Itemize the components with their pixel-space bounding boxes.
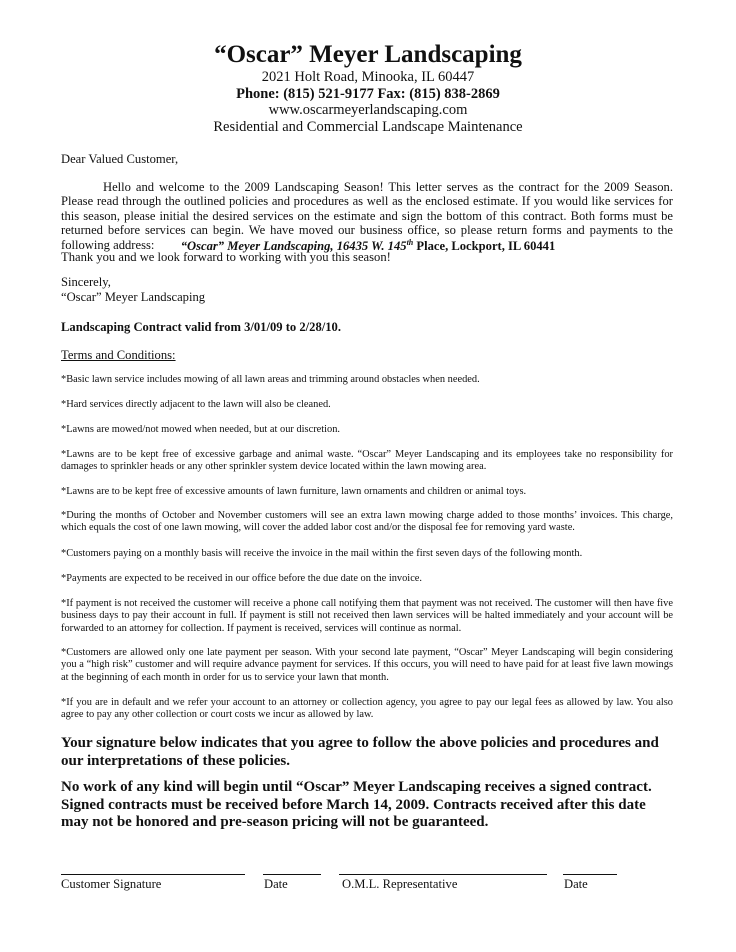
representative-label: O.M.L. Representative — [342, 877, 458, 891]
closing: Sincerely, — [61, 275, 111, 289]
contract-deadline-notice: No work of any kind will begin until “Oscar” Meyer Landscaping receives a signed contract. Signed contracts must be received before March 14, 2009. Contracts received after this date may not be honored and pre-season pricing will not be guaranteed. — [61, 779, 652, 831]
new-address-main: “Oscar” Meyer Landscaping, 16435 W. 145 — [180, 239, 407, 254]
term-item: *During the months of October and November customers will see an extra lawn mowing charge added to those months’ invoices. This charge, which equals the cost of one lawn mowing, will cover the added labor cost and/or the disposal fee for removing yard waste. — [61, 510, 673, 534]
customer-signature-label: Customer Signature — [61, 877, 162, 891]
term-item: *Customers are allowed only one late payment per season. With your second late payment, “Oscar” Meyer Landscaping will begin considering you a “high risk” customer and will require advance payment for services. If this occurs, you will need to have paid for at least five lawn mowings at the beginning of each month in order for us to service your lawn that month. — [61, 647, 673, 683]
term-item: *Lawns are mowed/not mowed when needed, but at our discretion. — [61, 424, 341, 435]
signature-agreement-statement: Your signature below indicates that you agree to follow the above policies and procedures and our interpretations of these policies. — [61, 735, 659, 769]
term-item: *Hard services directly adjacent to the lawn will also be cleaned. — [61, 399, 331, 410]
company-tagline: Residential and Commercial Landscape Maintenance — [213, 119, 523, 135]
representative-signature-line[interactable] — [339, 874, 547, 875]
terms-heading: Terms and Conditions: — [61, 348, 176, 362]
customer-date-label: Date — [264, 877, 288, 891]
company-name: “Oscar” Meyer Landscaping — [214, 41, 522, 68]
customer-signature-line[interactable] — [61, 874, 245, 875]
term-item: *Basic lawn service includes mowing of all lawn areas and trimming around obstacles when needed. — [61, 374, 480, 385]
intro-paragraph: Hello and welcome to the 2009 Landscaping Season! This letter serves as the contract for the 2009 Season. Please read through the outlined policies and procedures as well as the enclosed estimate. If you would like services for this season, please initial the desired services on the estimate and sign the bottom of this contract. Both forms must be returned before services can begin. We have moved our business office, so please return forms and payments to the following address: — [61, 180, 673, 252]
representative-date-line[interactable] — [563, 874, 617, 875]
salutation: Dear Valued Customer, — [61, 152, 179, 166]
company-address: 2021 Holt Road, Minooka, IL 60447 — [261, 69, 475, 85]
contract-validity: Landscaping Contract valid from 3/01/09 to 2/28/10. — [61, 320, 341, 334]
company-website: www.oscarmeyerlandscaping.com — [268, 102, 468, 118]
customer-date-line[interactable] — [263, 874, 321, 875]
signoff: “Oscar” Meyer Landscaping — [61, 290, 206, 304]
term-item: *If you are in default and we refer your account to an attorney or collection agency, you agree to pay our legal fees as allowed by law. You also agree to pay any other collection or court costs we incur as allowed by law. — [61, 697, 673, 721]
thank-you-line: Thank you and we look forward to working with you this season! — [61, 250, 391, 264]
new-address-rest: Place, Lockport, IL 60441 — [413, 239, 556, 254]
representative-date-label: Date — [564, 877, 588, 891]
term-item: *If payment is not received the customer will receive a phone call notifying them that payment was not received. The customer will then have five business days to pay their account in full. If payment is still not received then lawn services will be halted immediately and your account will be forwarded to an attorney for collection. If payment is received, services will continue as normal. — [61, 598, 673, 634]
term-item: *Payments are expected to be received in our office before the due date on the invoice. — [61, 573, 423, 584]
new-address-suffix: th — [406, 238, 414, 247]
term-item: *Customers paying on a monthly basis will receive the invoice in the mail within the first seven days of the following month. — [61, 548, 583, 559]
term-item: *Lawns are to be kept free of excessive amounts of lawn furniture, lawn ornaments and children or animal toys. — [61, 486, 527, 497]
term-item: *Lawns are to be kept free of excessive garbage and animal waste. “Oscar” Meyer Landscaping and its employees take no responsibility for damages to sprinkler heads or any other sprinkler system device located within the lawn mowing area. — [61, 449, 673, 473]
company-phone-fax: Phone: (815) 521-9177 Fax: (815) 838-2869 — [236, 86, 500, 102]
